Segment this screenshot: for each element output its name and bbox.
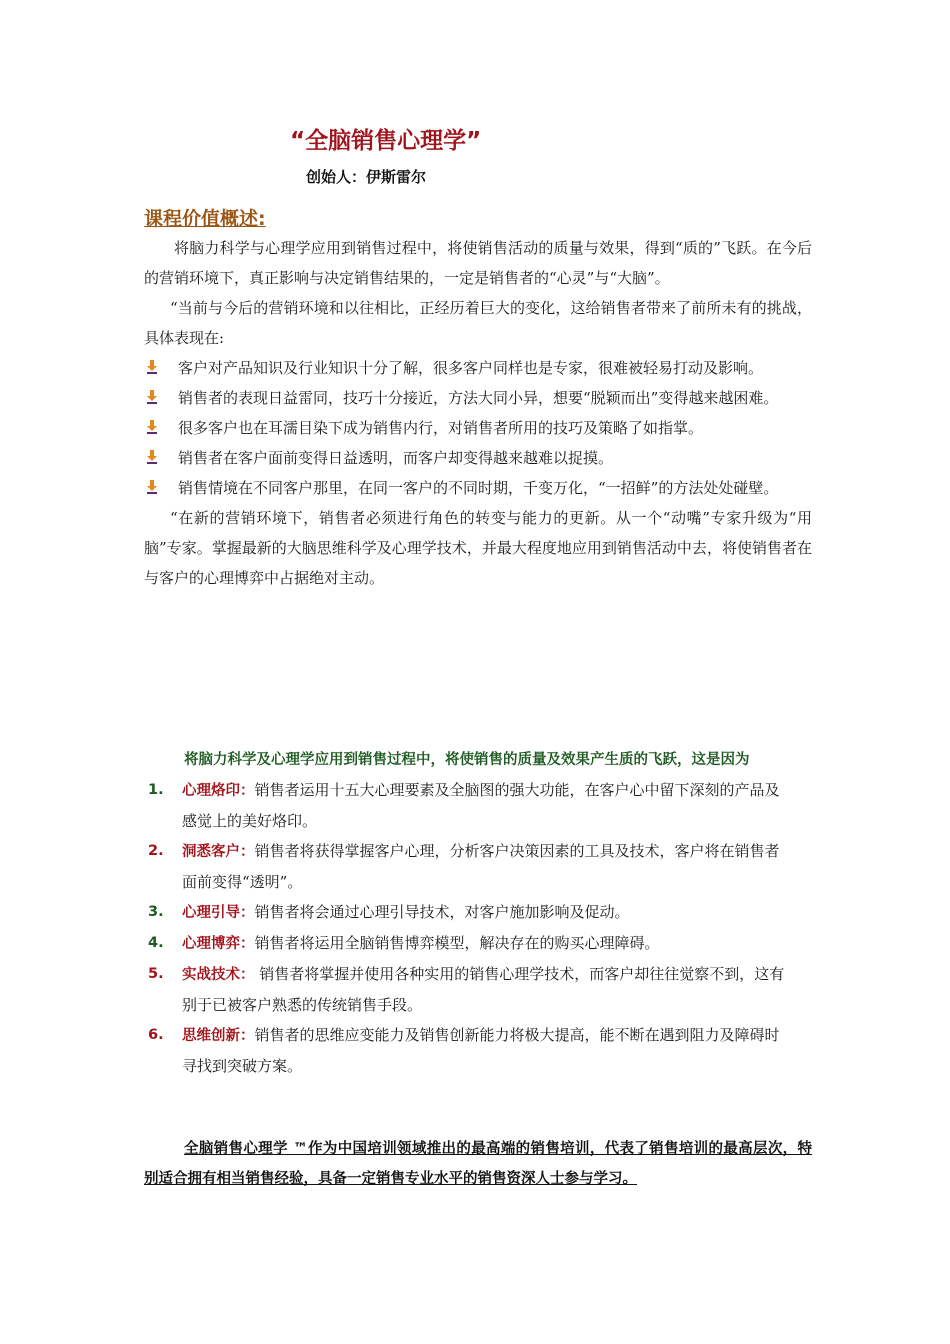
arrow-down-bullet-icon <box>146 360 158 374</box>
challenge-list <box>144 353 812 503</box>
list-item <box>144 959 812 1020</box>
item-text: 销售者将运用全脑销售博弈模型，解决存在的购买心理障碍。 <box>254 934 660 952</box>
item-number: 1. <box>148 782 164 798</box>
founder-line: 创始人：伊斯雷尔 <box>306 168 427 186</box>
benefits-lead: 将脑力科学及心理学应用到销售过程中，将使销售的质量及效果产生质的飞跃，这是因为 <box>184 752 750 768</box>
item-term: 心理烙印： <box>182 783 255 799</box>
item-term: 心理引导： <box>182 905 255 921</box>
list-item <box>144 775 812 836</box>
item-number: 3. <box>148 904 164 920</box>
item-number: 2. <box>148 843 164 859</box>
transition-paragraph: “在新的营销环境下，销售者必须进行角色的转变与能力的更新。从一个“动嘴”专家升级为“用脑”专家。掌握最新的大脑思维科学及心理学技术，并最大程度地应用到销售活动中去，将使销售者在与客户的心理博弈中占据绝对主动。 <box>144 509 812 587</box>
arrow-down-bullet-icon <box>146 450 158 464</box>
list-item <box>144 383 812 413</box>
item-text: 销售者将获得掌握客户心理，分析客户决策因素的工具及技术，客户将在销售者面前变得“透明”。 <box>182 842 780 891</box>
item-text: 销售者将掌握并使用各种实用的销售心理学技术，而客户却往往觉察不到，这有别于已被客户熟悉的传统销售手段。 <box>182 965 785 1014</box>
item-number: 5. <box>148 966 164 982</box>
item-term: 洞悉客户： <box>182 844 255 860</box>
list-item <box>144 928 812 959</box>
item-term: 实战技术： <box>182 967 255 983</box>
list-item <box>144 443 812 473</box>
closing-block <box>144 1134 812 1194</box>
intro-paragraph: 将脑力科学与心理学应用到销售过程中，将使销售活动的质量与效果，得到“质的”飞跃。在今后的营销环境下，真正影响与决定销售结果的，一定是销售者的“心灵”与“大脑”。 <box>144 239 812 287</box>
item-text: 销售者的思维应变能力及销售创新能力将极大提高，能不断在遇到阻力及障碍时寻找到突破方案。 <box>182 1026 780 1075</box>
list-item <box>144 473 812 503</box>
list-item-text: 销售者在客户面前变得日益透明，而客户却变得越来越难以捉摸。 <box>178 449 614 467</box>
item-text: 销售者将会通过心理引导技术，对客户施加影响及促动。 <box>254 903 630 921</box>
list-item-text: 销售者的表现日益雷同，技巧十分接近，方法大同小异，想要“脱颖而出”变得越来越困难。 <box>178 389 779 407</box>
document-body <box>144 233 812 593</box>
item-number: 6. <box>148 1027 164 1043</box>
list-item-text: 客户对产品知识及行业知识十分了解，很多客户同样也是专家，很难被轻易打动及影响。 <box>178 359 764 377</box>
closing-statement: 全脑销售心理学 ™作为中国培训领域推出的最高端的销售培训，代表了销售培训的最高层次，特别适合拥有相当销售经验，具备一定销售专业水平的销售资深人士参与学习。 <box>144 1141 812 1187</box>
benefits-block <box>144 745 812 1081</box>
list-item <box>144 413 812 443</box>
document-title: “全脑销售心理学” <box>290 128 482 154</box>
arrow-down-bullet-icon <box>146 420 158 434</box>
arrow-down-bullet-icon <box>146 390 158 404</box>
list-item-text: 销售情境在不同客户那里，在同一客户的不同时期，千变万化，“一招鲜”的方法处处碰壁。 <box>178 479 779 497</box>
item-number: 4. <box>148 935 164 951</box>
benefit-list <box>144 775 812 1081</box>
list-item <box>144 1020 812 1081</box>
list-item <box>144 836 812 897</box>
arrow-down-bullet-icon <box>146 480 158 494</box>
item-term: 心理博弈： <box>182 936 255 952</box>
list-item <box>144 897 812 928</box>
item-text: 销售者运用十五大心理要素及全脑图的强大功能，在客户心中留下深刻的产品及感觉上的美好烙印。 <box>182 781 780 830</box>
list-item-text: 很多客户也在耳濡目染下成为销售内行，对销售者所用的技巧及策略了如指掌。 <box>178 419 704 437</box>
challenge-intro-paragraph: “当前与今后的营销环境和以往相比，正经历着巨大的变化，这给销售者带来了前所未有的挑战，具体表现在: <box>144 299 812 347</box>
item-term: 思维创新： <box>182 1028 255 1044</box>
section-heading: 课程价值概述: <box>144 208 266 230</box>
list-item <box>144 353 812 383</box>
